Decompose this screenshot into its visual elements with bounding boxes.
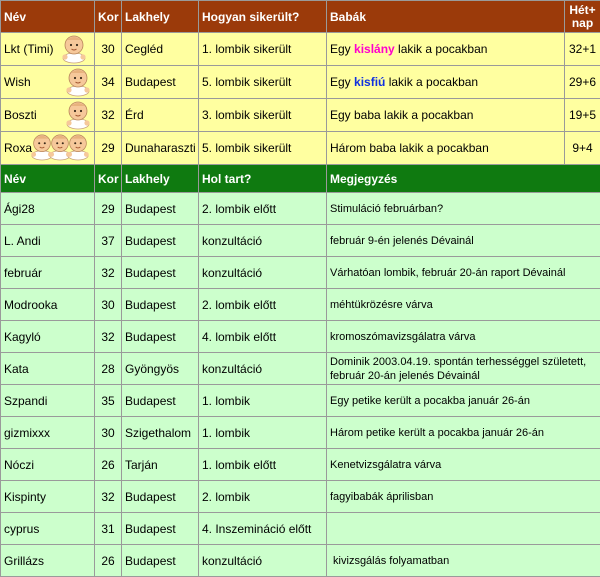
age-cell: 35 bbox=[95, 385, 122, 417]
babies-cell bbox=[327, 66, 565, 99]
week-cell: 9+4 bbox=[565, 132, 600, 165]
age-cell: 30 bbox=[95, 417, 122, 449]
col-header-lakhely: Lakhely bbox=[122, 165, 199, 193]
note-cell: kromoszómavizsgálatra várva bbox=[327, 321, 600, 353]
status-cell: 4. Inszemináció előtt bbox=[199, 513, 327, 545]
col-header-hol: Hol tart? bbox=[199, 165, 327, 193]
note-cell: kivizsgálás folyamatban bbox=[327, 545, 600, 577]
city-cell: Cegléd bbox=[122, 33, 199, 66]
member-name: Nóczi bbox=[1, 449, 95, 481]
status-cell: 1. lombik előtt bbox=[199, 449, 327, 481]
member-name: Modrooka bbox=[1, 289, 95, 321]
age-cell: 31 bbox=[95, 513, 122, 545]
city-cell: Budapest bbox=[122, 257, 199, 289]
col-header-kor: Kor bbox=[95, 165, 122, 193]
waiting-header-row bbox=[1, 165, 600, 193]
note-cell: Stimuláció februárban? bbox=[327, 193, 600, 225]
col-header-hogyan: Hogyan sikerült? bbox=[199, 1, 327, 33]
baby-icon bbox=[63, 100, 93, 130]
note-cell: méhtükrözésre várva bbox=[327, 289, 600, 321]
member-name: L. Andi bbox=[1, 225, 95, 257]
note-cell: Dominik 2003.04.19. spontán terhességgel született, február 20-án jelenés Dévainál bbox=[327, 353, 600, 385]
member-name: február bbox=[1, 257, 95, 289]
city-cell: Budapest bbox=[122, 545, 199, 577]
member-name: Szpandi bbox=[1, 385, 95, 417]
col-header-nev: Név bbox=[1, 1, 95, 33]
name-cell bbox=[1, 132, 95, 165]
week-cell: 19+5 bbox=[565, 99, 600, 132]
success-row bbox=[1, 132, 600, 165]
member-name: gizmixxx bbox=[1, 417, 95, 449]
age-cell: 30 bbox=[95, 289, 122, 321]
city-cell: Szigethalom bbox=[122, 417, 199, 449]
status-cell: 5. lombik sikerült bbox=[199, 66, 327, 99]
note-cell: fagyibabák áprilisban bbox=[327, 481, 600, 513]
member-name: Wish bbox=[4, 75, 31, 89]
success-row bbox=[1, 99, 600, 132]
city-cell: Budapest bbox=[122, 321, 199, 353]
member-name: Kispinty bbox=[1, 481, 95, 513]
girl-highlight: kislány bbox=[354, 42, 395, 56]
age-cell: 26 bbox=[95, 449, 122, 481]
city-cell: Budapest bbox=[122, 385, 199, 417]
status-cell: konzultáció bbox=[199, 225, 327, 257]
babies-post: lakik a pocakban bbox=[395, 42, 488, 56]
city-cell: Dunaharaszti bbox=[122, 132, 199, 165]
status-cell: 1. lombik bbox=[199, 385, 327, 417]
member-name: Roxa bbox=[4, 141, 32, 155]
baby-icon bbox=[65, 133, 91, 161]
waiting-row bbox=[1, 545, 600, 577]
col-header-babak: Babák bbox=[327, 1, 565, 33]
age-cell: 29 bbox=[95, 132, 122, 165]
babies-pre: Egy bbox=[330, 75, 354, 89]
col-header-het bbox=[565, 1, 600, 33]
status-cell: 5. lombik sikerült bbox=[199, 132, 327, 165]
babies-pre: Egy bbox=[330, 42, 354, 56]
age-cell: 37 bbox=[95, 225, 122, 257]
city-cell: Gyöngyös bbox=[122, 353, 199, 385]
note-cell: Három petike került a pocakba január 26-án bbox=[327, 417, 600, 449]
week-cell: 29+6 bbox=[565, 66, 600, 99]
waiting-row bbox=[1, 225, 600, 257]
member-name: Boszti bbox=[4, 108, 37, 122]
status-cell: konzultáció bbox=[199, 545, 327, 577]
member-name: Kagyló bbox=[1, 321, 95, 353]
city-cell: Budapest bbox=[122, 481, 199, 513]
babies-cell bbox=[327, 33, 565, 66]
age-cell: 26 bbox=[95, 545, 122, 577]
week-cell: 32+1 bbox=[565, 33, 600, 66]
note-cell: Kenetvizsgálatra várva bbox=[327, 449, 600, 481]
member-name: Grillázs bbox=[1, 545, 95, 577]
status-cell: 3. lombik sikerült bbox=[199, 99, 327, 132]
status-cell: 1. lombik sikerült bbox=[199, 33, 327, 66]
note-cell bbox=[327, 513, 600, 545]
status-cell: 1. lombik bbox=[199, 417, 327, 449]
status-cell: konzultáció bbox=[199, 353, 327, 385]
waiting-row bbox=[1, 353, 600, 385]
waiting-row bbox=[1, 417, 600, 449]
col-header-het-top: Hét+ bbox=[568, 4, 597, 17]
success-header-row bbox=[1, 1, 600, 33]
waiting-row bbox=[1, 513, 600, 545]
waiting-row bbox=[1, 289, 600, 321]
city-cell: Budapest bbox=[122, 289, 199, 321]
note-cell: Várhatóan lombik, február 20-án raport Dévainál bbox=[327, 257, 600, 289]
age-cell: 32 bbox=[95, 99, 122, 132]
city-cell: Budapest bbox=[122, 66, 199, 99]
age-cell: 32 bbox=[95, 321, 122, 353]
note-cell: Egy petike került a pocakba január 26-án bbox=[327, 385, 600, 417]
babies-cell: Három baba lakik a pocakban bbox=[327, 132, 565, 165]
col-header-het-bottom: nap bbox=[568, 17, 597, 30]
status-cell: 2. lombik előtt bbox=[199, 289, 327, 321]
col-header-megjegyzes: Megjegyzés bbox=[327, 165, 600, 193]
waiting-row bbox=[1, 385, 600, 417]
name-cell bbox=[1, 33, 95, 66]
name-cell bbox=[1, 99, 95, 132]
age-cell: 28 bbox=[95, 353, 122, 385]
city-cell: Budapest bbox=[122, 193, 199, 225]
city-cell: Budapest bbox=[122, 225, 199, 257]
age-cell: 32 bbox=[95, 257, 122, 289]
status-cell: 4. lombik előtt bbox=[199, 321, 327, 353]
member-name: Kata bbox=[1, 353, 95, 385]
col-header-nev: Név bbox=[1, 165, 95, 193]
member-name: cyprus bbox=[1, 513, 95, 545]
col-header-kor: Kor bbox=[95, 1, 122, 33]
member-name: Ági28 bbox=[1, 193, 95, 225]
status-cell: konzultáció bbox=[199, 257, 327, 289]
city-cell: Tarján bbox=[122, 449, 199, 481]
waiting-row bbox=[1, 193, 600, 225]
city-cell: Érd bbox=[122, 99, 199, 132]
babies-post: lakik a pocakban bbox=[385, 75, 478, 89]
age-cell: 30 bbox=[95, 33, 122, 66]
success-row bbox=[1, 66, 600, 99]
baby-icon bbox=[59, 34, 89, 64]
member-name: Lkt (Timi) bbox=[4, 42, 54, 56]
success-row bbox=[1, 33, 600, 66]
age-cell: 29 bbox=[95, 193, 122, 225]
waiting-row bbox=[1, 449, 600, 481]
col-header-lakhely: Lakhely bbox=[122, 1, 199, 33]
waiting-row bbox=[1, 321, 600, 353]
waiting-row bbox=[1, 481, 600, 513]
waiting-row bbox=[1, 257, 600, 289]
city-cell: Budapest bbox=[122, 513, 199, 545]
name-cell bbox=[1, 66, 95, 99]
status-cell: 2. lombik bbox=[199, 481, 327, 513]
baby-icon bbox=[63, 67, 93, 97]
babies-cell: Egy baba lakik a pocakban bbox=[327, 99, 565, 132]
age-cell: 32 bbox=[95, 481, 122, 513]
status-cell: 2. lombik előtt bbox=[199, 193, 327, 225]
note-cell: február 9-én jelenés Dévainál bbox=[327, 225, 600, 257]
boy-highlight: kisfiú bbox=[354, 75, 385, 89]
age-cell: 34 bbox=[95, 66, 122, 99]
